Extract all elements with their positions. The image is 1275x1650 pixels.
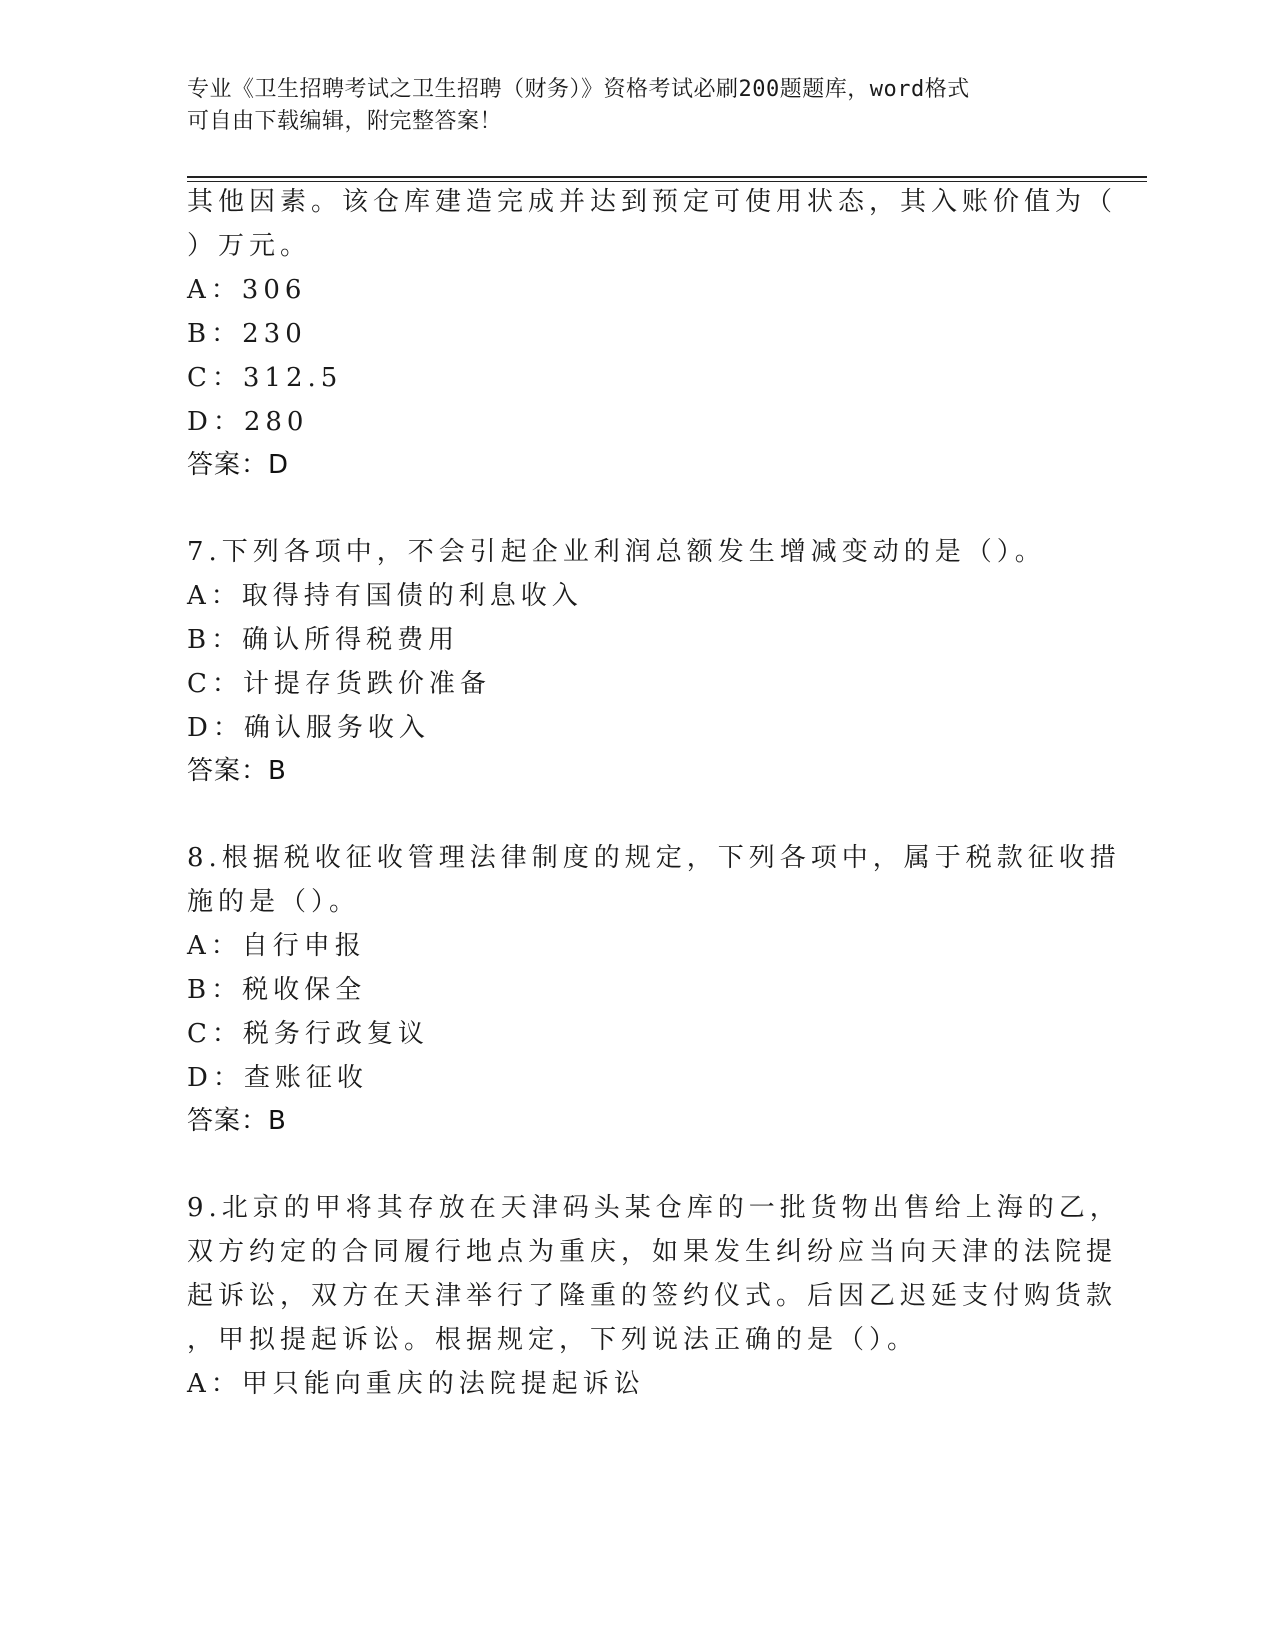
header-divider xyxy=(187,176,1147,178)
q6-stem-line-2: ）万元。 xyxy=(187,231,312,261)
q7-option-c: C：计提存货跌价准备 xyxy=(187,669,491,699)
q6-option-c: C：312.5 xyxy=(187,363,343,393)
q7-answer: 答案：B xyxy=(187,756,287,786)
q7-option-d: D：确认服务收入 xyxy=(187,713,430,743)
page-header xyxy=(187,74,1067,138)
q7-option-a: A：取得持有国债的利息收入 xyxy=(187,581,583,611)
q6-stem-line-1: 其他因素。该仓库建造完成并达到预定可使用状态，其入账价值为（ xyxy=(187,187,1118,217)
q6-option-a: A：306 xyxy=(187,275,307,305)
q8-stem-line-1: 8.根据税收征收管理法律制度的规定，下列各项中，属于税款征收措 xyxy=(187,843,1121,873)
q9-option-a: A：甲只能向重庆的法院提起诉讼 xyxy=(187,1369,645,1399)
q9-stem-line-2: 双方约定的合同履行地点为重庆，如果发生纠纷应当向天津的法院提 xyxy=(187,1237,1118,1267)
header-line-1: 专业《卫生招聘考试之卫生招聘（财务）》资格考试必刷200题题库，word格式 xyxy=(187,77,970,102)
header-line-2: 可自由下载编辑，附完整答案！ xyxy=(187,109,503,134)
header-divider-thin xyxy=(187,181,1147,182)
q6-option-b: B：230 xyxy=(187,319,307,349)
q9-stem-line-3: 起诉讼，双方在天津举行了隆重的签约仪式。后因乙迟延支付购货款 xyxy=(187,1281,1118,1311)
q8-option-b: B：税收保全 xyxy=(187,975,367,1005)
q9-stem-line-1: 9.北京的甲将其存放在天津码头某仓库的一批货物出售给上海的乙， xyxy=(187,1193,1121,1223)
q8-option-c: C：税务行政复议 xyxy=(187,1019,429,1049)
q8-option-d: D：查账征收 xyxy=(187,1063,368,1093)
q7-stem-line-1: 7.下列各项中，不会引起企业利润总额发生增减变动的是（）。 xyxy=(187,537,1046,567)
q8-stem-line-2: 施的是（）。 xyxy=(187,887,361,917)
q9-stem-line-4: ，甲拟提起诉讼。根据规定，下列说法正确的是（）。 xyxy=(187,1325,919,1355)
q6-option-d: D：280 xyxy=(187,407,309,437)
q8-option-a: A：自行申报 xyxy=(187,931,366,961)
q7-option-b: B：确认所得税费用 xyxy=(187,625,460,655)
q8-answer: 答案：B xyxy=(187,1106,287,1136)
q6-answer: 答案：D xyxy=(187,450,290,480)
